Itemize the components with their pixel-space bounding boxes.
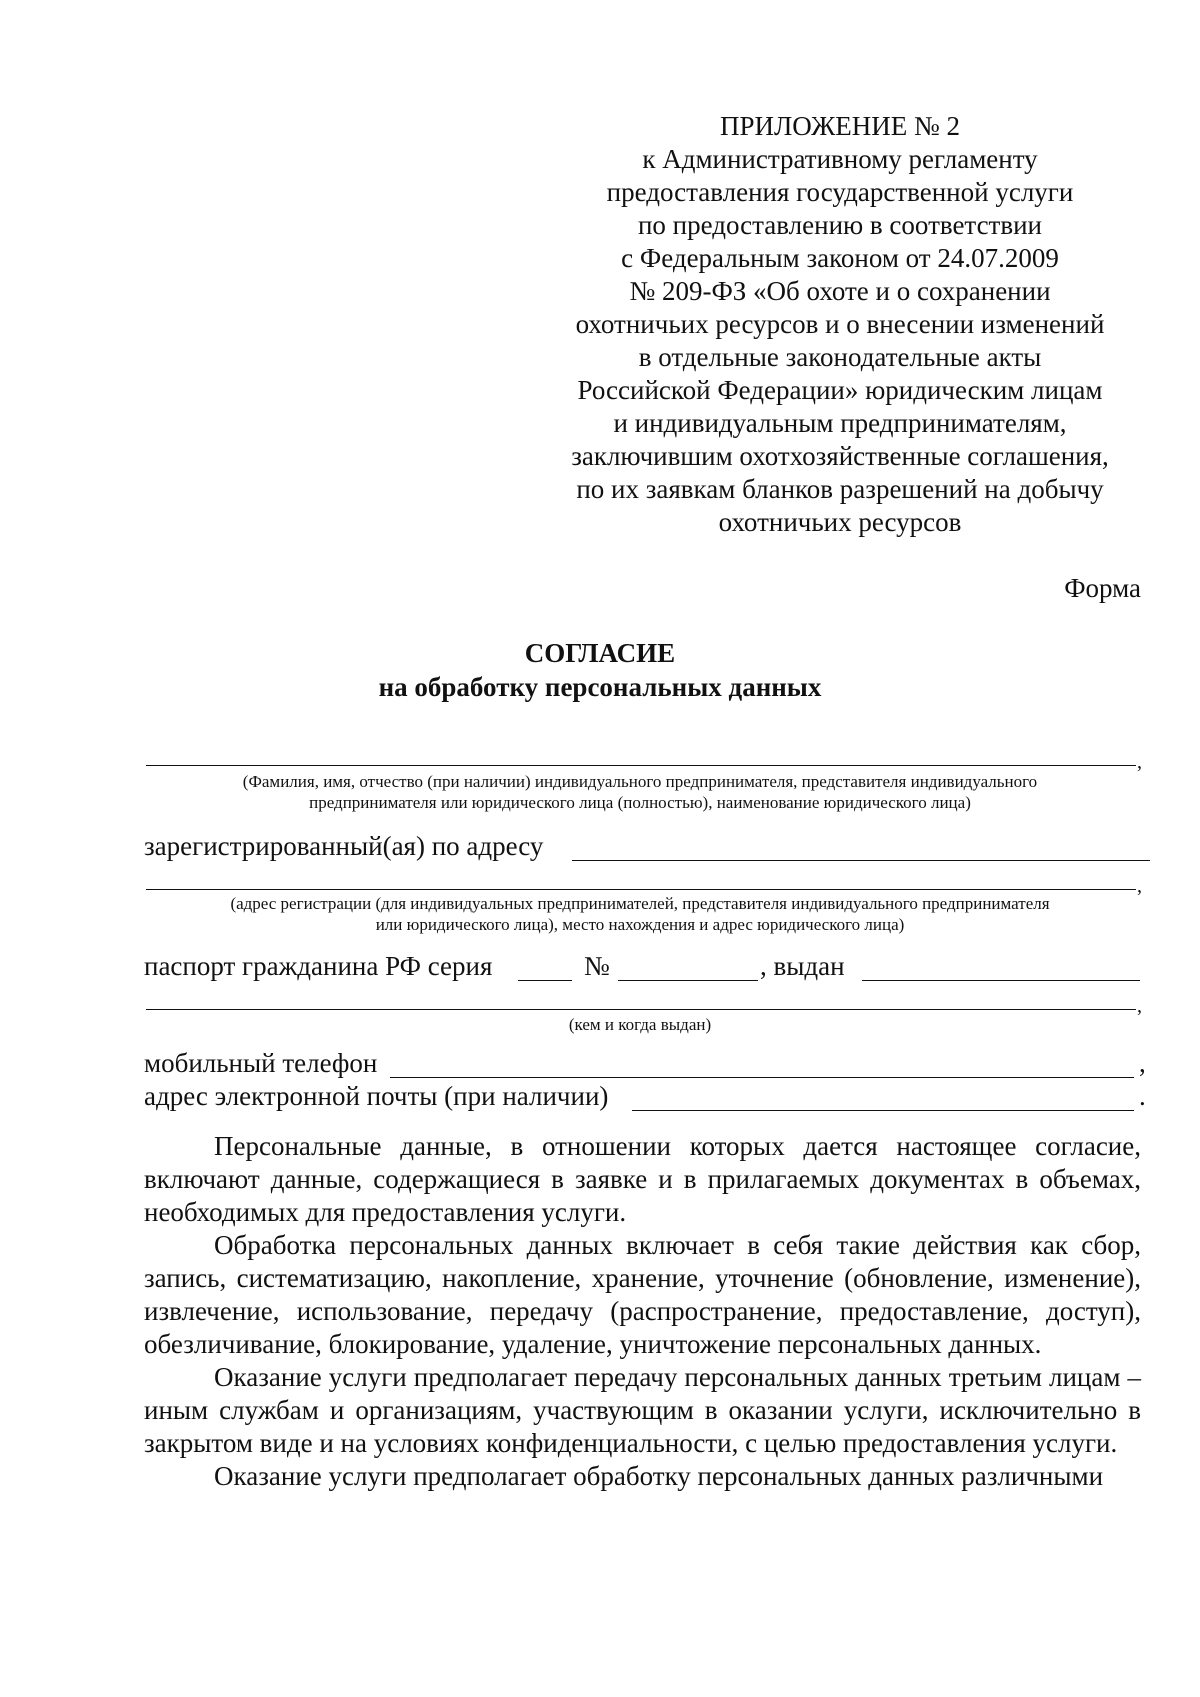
- appendix-line: Российской Федерации» юридическим лицам: [577, 375, 1103, 405]
- passport-issued-caption: (кем и когда выдан): [568, 1015, 712, 1034]
- passport-series-field[interactable]: [518, 980, 572, 981]
- registered-address-label: зарегистрированный(ая) по адресу: [144, 831, 544, 861]
- title-main: СОГЛАСИЕ: [524, 638, 676, 668]
- full-name-caption: (Фамилия, имя, отчество (при наличии) индивидуального предпринимателя, представителя индивидуального предпринимателя или юридического лица (полностью), наименование юридического лица): [242, 772, 1038, 812]
- comma: ,: [1137, 751, 1142, 773]
- appendix-line: с Федеральным законом от 24.07.2009: [621, 243, 1059, 273]
- phone-label: мобильный телефон: [144, 1048, 378, 1078]
- appendix-line: охотничьих ресурсов: [718, 507, 962, 537]
- consent-body: [144, 1130, 1141, 1493]
- appendix-line: к Административному регламенту: [642, 144, 1038, 174]
- body-paragraph: Оказание услуги предполагает обработку персональных данных различными: [214, 1461, 1104, 1491]
- body-paragraph: Персональные данные, в отношении которых дается настоящее согласие, включают данные, содержащиеся в заявке и в прилагаемых документах в объемах, необходимых для предоставления услуги.: [144, 1131, 1141, 1227]
- document-title: [0, 636, 1200, 704]
- email-label: адрес электронной почты (при наличии): [144, 1081, 609, 1111]
- appendix-line: охотничьих ресурсов и о внесении изменений: [575, 309, 1105, 339]
- title-subtitle: на обработку персональных данных: [378, 672, 822, 702]
- passport-issued-field[interactable]: [862, 980, 1140, 981]
- registered-address-caption: (адрес регистрации (для индивидуальных предпринимателей, представителя индивидуального предпринимателя или юридического лица), место нахождения и адрес юридического лица): [230, 894, 1050, 934]
- registered-address-field-cont[interactable]: [146, 889, 1136, 890]
- passport-issued-label: , выдан: [760, 951, 845, 981]
- appendix-line: по предоставлению в соответствии: [637, 210, 1042, 240]
- appendix-line: № 209-ФЗ «Об охоте и о сохранении: [629, 276, 1051, 306]
- form-label: Форма: [1064, 573, 1141, 603]
- appendix-line: в отдельные законодательные акты: [638, 342, 1042, 372]
- registered-address-field[interactable]: [572, 860, 1150, 861]
- email-field[interactable]: [632, 1110, 1134, 1111]
- phone-comma: ,: [1139, 1048, 1146, 1078]
- body-paragraph: Обработка персональных данных включает в себя такие действия как сбор, запись, систематизацию, накопление, хранение, уточнение (обновление, изменение), извлечение, использование, передачу (распространение, предоставление, доступ), обезличивание, блокирование, удаление, уничтожение персональных данных.: [144, 1230, 1141, 1359]
- phone-field[interactable]: [390, 1077, 1134, 1078]
- passport-issued-field-cont[interactable]: [146, 1009, 1136, 1010]
- passport-number-field[interactable]: [618, 980, 758, 981]
- passport-label: паспорт гражданина РФ серия: [144, 951, 493, 981]
- appendix-line: заключившим охотхозяйственные соглашения,: [571, 441, 1109, 471]
- appendix-line: и индивидуальным предпринимателям,: [613, 408, 1067, 438]
- passport-number-label: №: [584, 951, 610, 981]
- body-paragraph: Оказание услуги предполагает передачу персональных данных третьим лицам – иным службам и организациям, участвующим в оказании услуги, исключительно в закрытом виде и на условиях конфиденциальности, с целью предоставления услуги.: [144, 1362, 1141, 1458]
- appendix-header: [560, 110, 1120, 539]
- appendix-line: ПРИЛОЖЕНИЕ № 2: [719, 111, 961, 141]
- comma: ,: [1137, 995, 1142, 1017]
- full-name-field[interactable]: [146, 765, 1136, 766]
- email-period: .: [1139, 1081, 1146, 1111]
- appendix-line: предоставления государственной услуги: [606, 177, 1074, 207]
- comma: ,: [1137, 875, 1142, 897]
- appendix-line: по их заявкам бланков разрешений на добычу: [576, 474, 1104, 504]
